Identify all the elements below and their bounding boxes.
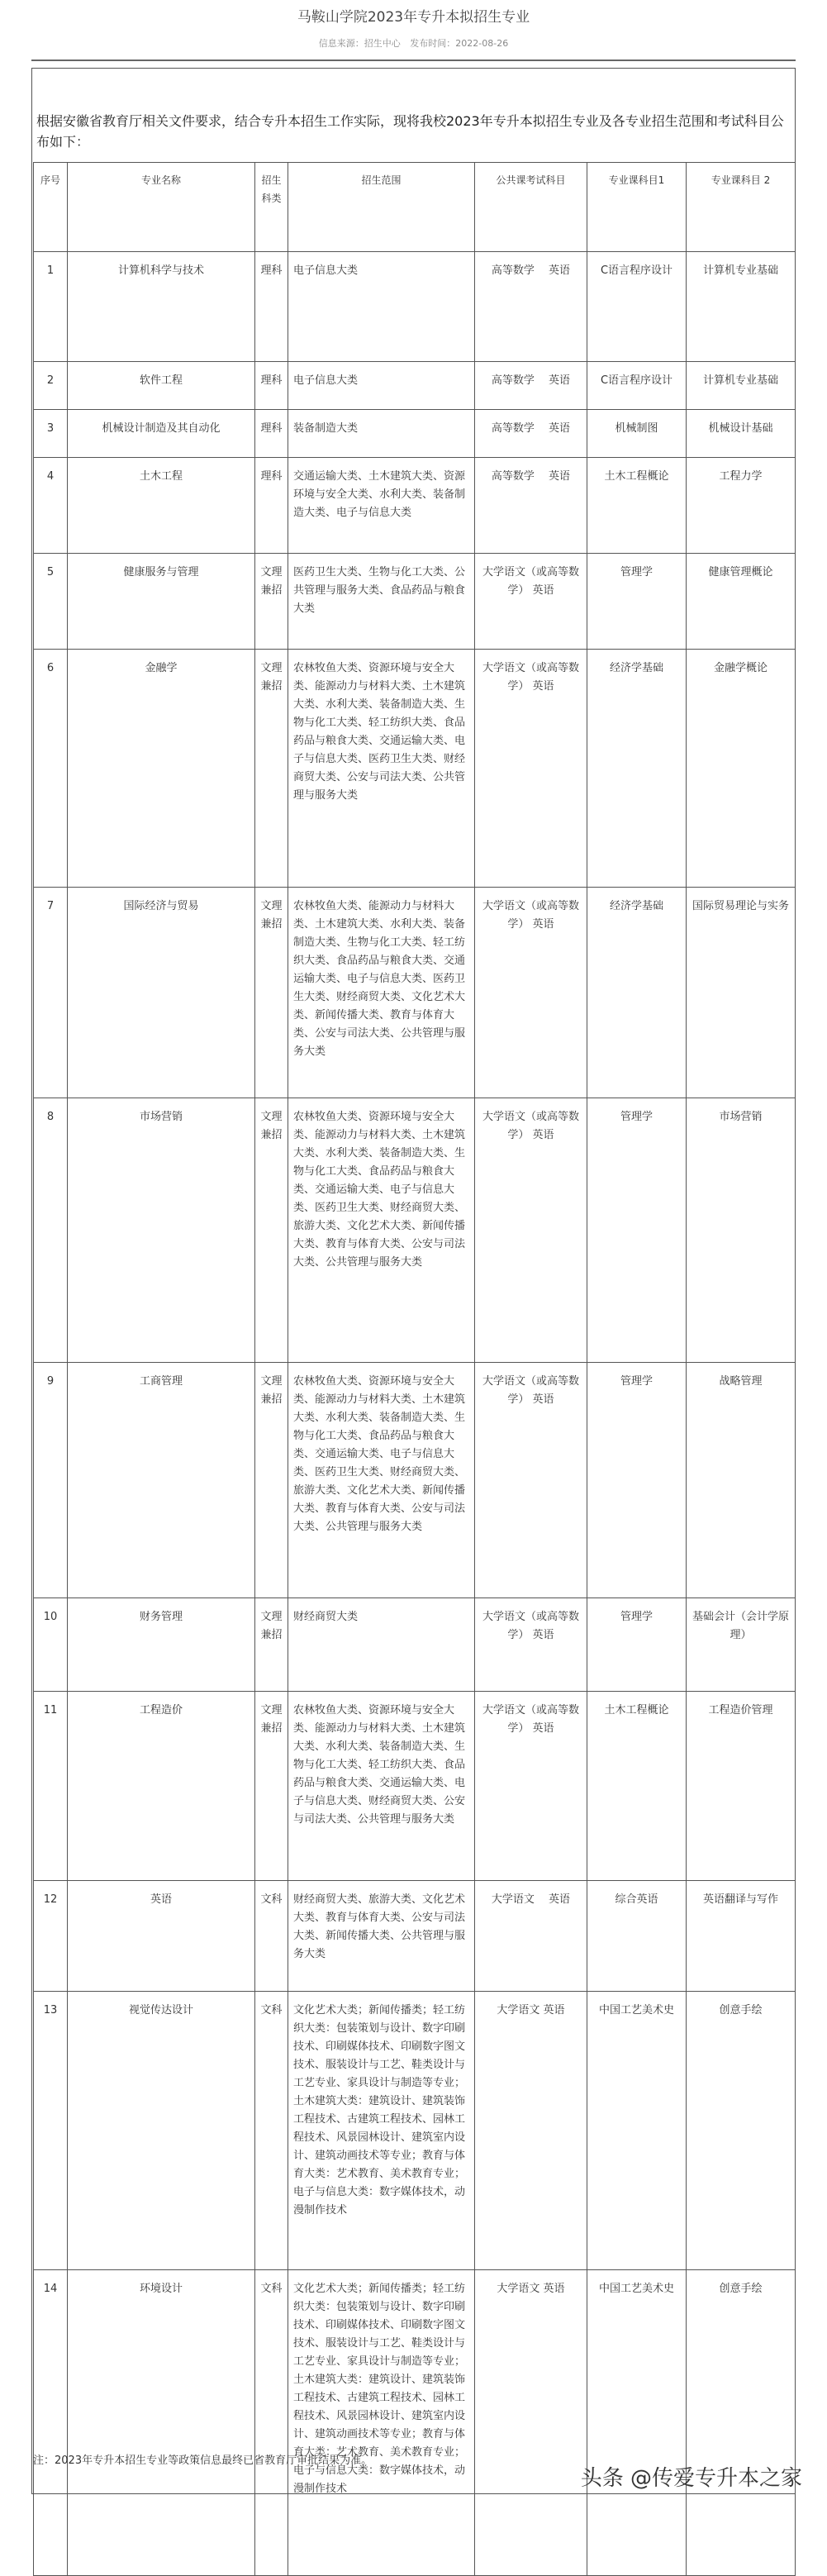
cell-no: 9 (34, 1363, 68, 1598)
cell-public: 大学语文 英语 (475, 1992, 587, 2270)
cell-sub1: C语言程序设计 (587, 362, 687, 410)
cell-sub1: 中国工艺美术史 (587, 1992, 687, 2270)
cell-no: 7 (34, 888, 68, 1098)
cell-sub1: 机械制图 (587, 410, 687, 458)
cell-sub1: 土木工程概论 (587, 458, 687, 554)
cell-scope: 农林牧鱼大类、能源动力与材料大类、土木建筑大类、水利大类、装备制造大类、生物与化工大类、轻工纺织大类、食品药品与粮食大类、交通运输大类、电子与信息大类、医药卫生大类、财经商贸大类、文化艺术大类、新闻传播大类、教育与体育大类、公安与司法大类、公共管理与服务大类 (288, 888, 475, 1098)
cell-type: 理科 (255, 362, 288, 410)
cell-no: 4 (34, 458, 68, 554)
cell-type: 文理兼招 (255, 1692, 288, 1881)
intro-paragraph: 根据安徽省教育厅相关文件要求，结合专升本招生工作实际，现将我校2023年专升本拟招生专业及各专业招生范围和考试科目公布如下： (36, 113, 784, 150)
page-title: 马鞍山学院2023年专升本拟招生专业 (297, 9, 530, 26)
cell-major: 英语 (68, 1881, 255, 1992)
table-row (34, 650, 796, 888)
cell-public: 大学语文（或高等数学） 英语 (475, 1598, 587, 1692)
cell-sub1: 综合英语 (587, 1881, 687, 1992)
cell-scope: 文化艺术大类；新闻传播类；轻工纺织大类：包装策划与设计、数字印刷技术、印刷媒体技术、印刷数字图文技术、服装设计与工艺、鞋类设计与工艺专业、家具设计与制造等专业；土木建筑大类：建筑设计、建筑装饰工程技术、古建筑工程技术、园林工程技术、风景园林设计、建筑室内设计、建筑动画技术等专业；教育与体育大类：艺术教育、美术教育专业；电子与信息大类：数字媒体技术，动漫制作技术 (288, 1992, 475, 2270)
cell-type: 文理兼招 (255, 1363, 288, 1598)
cell-scope: 农林牧鱼大类、资源环境与安全大类、能源动力与材料大类、土木建筑大类、水利大类、装备制造大类、生物与化工大类、轻工纺织大类、食品药品与粮食大类、交通运输大类、电子与信息大类、医药卫生大类、财经商贸大类、公安与司法大类、公共管理与服务大类 (288, 650, 475, 888)
header-public: 公共课考试科目 (475, 163, 587, 252)
table-row (34, 252, 796, 362)
header-major: 专业名称 (68, 163, 255, 252)
title-divider (31, 60, 796, 61)
cell-no: 1 (34, 252, 68, 362)
source-text: 信息来源：招生中心 (318, 38, 401, 49)
cell-sub2: 机械设计基础 (687, 410, 796, 458)
cell-no: 14 (34, 2270, 68, 2576)
cell-type: 文理兼招 (255, 554, 288, 650)
cell-no: 8 (34, 1098, 68, 1363)
cell-type: 文理兼招 (255, 888, 288, 1098)
majors-table (33, 162, 796, 2576)
table-row (34, 1598, 796, 1692)
cell-type: 理科 (255, 252, 288, 362)
table-row (34, 554, 796, 650)
cell-sub2: 金融学概论 (687, 650, 796, 888)
cell-public: 大学语文（或高等数学） 英语 (475, 888, 587, 1098)
cell-no: 6 (34, 650, 68, 888)
cell-public: 大学语文（或高等数学） 英语 (475, 650, 587, 888)
cell-sub2: 英语翻译与写作 (687, 1881, 796, 1992)
cell-sub2: 基础会计（会计学原理） (687, 1598, 796, 1692)
cell-type: 文科 (255, 2270, 288, 2576)
cell-type: 理科 (255, 458, 288, 554)
header-type: 招生科类 (255, 163, 288, 252)
cell-scope: 电子信息大类 (288, 252, 475, 362)
cell-sub2: 工程力学 (687, 458, 796, 554)
cell-public: 大学语文（或高等数学） 英语 (475, 1363, 587, 1598)
cell-sub1: 管理学 (587, 1363, 687, 1598)
cell-major: 计算机科学与技术 (68, 252, 255, 362)
cell-sub1: 管理学 (587, 554, 687, 650)
date-text: 发布时间：2022-08-26 (410, 38, 509, 49)
cell-type: 文理兼招 (255, 1598, 288, 1692)
watermark: 头条 @传爱专升本之家 (580, 2466, 802, 2491)
cell-major: 工商管理 (68, 1363, 255, 1598)
cell-scope: 农林牧鱼大类、资源环境与安全大类、能源动力与材料大类、土木建筑大类、水利大类、装备制造大类、生物与化工大类、轻工纺织大类、食品药品与粮食大类、交通运输大类、电子与信息大类、财经商贸大类、公安与司法大类、公共管理与服务大类 (288, 1692, 475, 1881)
cell-scope: 农林牧鱼大类、资源环境与安全大类、能源动力与材料大类、土木建筑大类、水利大类、装备制造大类、生物与化工大类、食品药品与粮食大类、交通运输大类、电子与信息大类、医药卫生大类、财经商贸大类、旅游大类、文化艺术大类、新闻传播大类、教育与体育大类、公安与司法大类、公共管理与服务大类 (288, 1363, 475, 1598)
cell-scope: 医药卫生大类、生物与化工大类、公共管理与服务大类、食品药品与粮食大类 (288, 554, 475, 650)
cell-public: 大学语文 英语 (475, 1881, 587, 1992)
cell-sub2: 计算机专业基础 (687, 362, 796, 410)
cell-major: 软件工程 (68, 362, 255, 410)
cell-major: 机械设计制造及其自动化 (68, 410, 255, 458)
cell-sub2: 健康管理概论 (687, 554, 796, 650)
cell-sub2: 市场营销 (687, 1098, 796, 1363)
cell-public: 高等数学 英语 (475, 410, 587, 458)
table-row (34, 1363, 796, 1598)
header-sub2: 专业课科目 2 (687, 163, 796, 252)
cell-scope: 装备制造大类 (288, 410, 475, 458)
table-row (34, 2270, 796, 2576)
table-row (34, 362, 796, 410)
table-row (34, 1992, 796, 2270)
cell-major: 工程造价 (68, 1692, 255, 1881)
cell-public: 高等数学 英语 (475, 458, 587, 554)
cell-public: 大学语文（或高等数学） 英语 (475, 1098, 587, 1363)
cell-sub1: 中国工艺美术史 (587, 2270, 687, 2576)
table-row (34, 458, 796, 554)
cell-sub2: 工程造价管理 (687, 1692, 796, 1881)
cell-public: 大学语文（或高等数学） 英语 (475, 554, 587, 650)
cell-major: 土木工程 (68, 458, 255, 554)
table-row (34, 1692, 796, 1881)
cell-sub2: 创意手绘 (687, 1992, 796, 2270)
cell-major: 环境设计 (68, 2270, 255, 2576)
cell-sub2: 战略管理 (687, 1363, 796, 1598)
cell-type: 文科 (255, 1881, 288, 1992)
cell-type: 理科 (255, 410, 288, 458)
cell-public: 高等数学 英语 (475, 252, 587, 362)
cell-public: 高等数学 英语 (475, 362, 587, 410)
cell-type: 文理兼招 (255, 1098, 288, 1363)
page-meta (0, 36, 827, 50)
footnote: 注：2023年专升本招生专业等政策信息最终已省教育厅审批结果为准。 (33, 2455, 373, 2467)
table-header-row (34, 163, 796, 252)
cell-no: 5 (34, 554, 68, 650)
cell-major: 健康服务与管理 (68, 554, 255, 650)
cell-no: 3 (34, 410, 68, 458)
cell-no: 12 (34, 1881, 68, 1992)
cell-scope: 交通运输大类、土木建筑大类、资源环境与安全大类、水利大类、装备制造大类、电子与信息大类 (288, 458, 475, 554)
cell-no: 11 (34, 1692, 68, 1881)
cell-sub1: 经济学基础 (587, 888, 687, 1098)
cell-sub1: 经济学基础 (587, 650, 687, 888)
cell-type: 文理兼招 (255, 650, 288, 888)
cell-major: 视觉传达设计 (68, 1992, 255, 2270)
cell-public: 大学语文（或高等数学） 英语 (475, 1692, 587, 1881)
header-scope: 招生范围 (288, 163, 475, 252)
cell-sub1: 管理学 (587, 1098, 687, 1363)
header-sub1: 专业课科目1 (587, 163, 687, 252)
cell-major: 财务管理 (68, 1598, 255, 1692)
cell-no: 13 (34, 1992, 68, 2270)
table-row (34, 410, 796, 458)
cell-scope: 电子信息大类 (288, 362, 475, 410)
cell-sub1: C语言程序设计 (587, 252, 687, 362)
cell-type: 文科 (255, 1992, 288, 2270)
cell-sub2: 创意手绘 (687, 2270, 796, 2576)
cell-sub2: 国际贸易理论与实务 (687, 888, 796, 1098)
cell-sub2: 计算机专业基础 (687, 252, 796, 362)
cell-major: 市场营销 (68, 1098, 255, 1363)
cell-scope: 财经商贸大类、旅游大类、文化艺术大类、教育与体育大类、公安与司法大类、新闻传播大类、公共管理与服务大类 (288, 1881, 475, 1992)
table-row (34, 1098, 796, 1363)
cell-public: 大学语文 英语 (475, 2270, 587, 2576)
table-row (34, 888, 796, 1098)
cell-scope: 财经商贸大类 (288, 1598, 475, 1692)
header-no: 序号 (34, 163, 68, 252)
cell-sub1: 管理学 (587, 1598, 687, 1692)
cell-major: 国际经济与贸易 (68, 888, 255, 1098)
cell-no: 2 (34, 362, 68, 410)
cell-no: 10 (34, 1598, 68, 1692)
table-row (34, 1881, 796, 1992)
cell-scope: 农林牧鱼大类、资源环境与安全大类、能源动力与材料大类、土木建筑大类、水利大类、装备制造大类、生物与化工大类、食品药品与粮食大类、交通运输大类、电子与信息大类、医药卫生大类、财经商贸大类、旅游大类、文化艺术大类、新闻传播大类、教育与体育大类、公安与司法大类、公共管理与服务大类 (288, 1098, 475, 1363)
cell-major: 金融学 (68, 650, 255, 888)
cell-sub1: 土木工程概论 (587, 1692, 687, 1881)
cell-scope: 文化艺术大类；新闻传播类；轻工纺织大类：包装策划与设计、数字印刷技术、印刷媒体技术、印刷数字图文技术、服装设计与工艺、鞋类设计与工艺专业、家具设计与制造等专业；土木建筑大类：建筑设计、建筑装饰工程技术、古建筑工程技术、园林工程技术、风景园林设计、建筑室内设计、建筑动画技术等专业；教育与体育大类：艺术教育、美术教育专业；电子与信息大类：数字媒体技术，动漫制作技术 (288, 2270, 475, 2576)
